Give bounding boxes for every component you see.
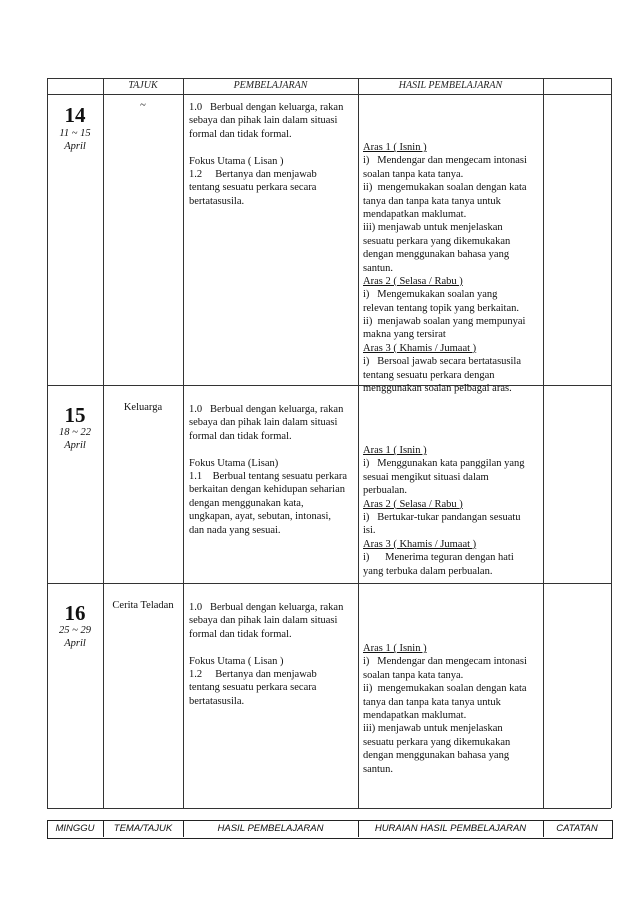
col-divider bbox=[611, 78, 612, 808]
text-line: tanya dan tanpa kata tanya untuk bbox=[363, 696, 501, 708]
text-line: relevan tentang topik yang berkaitan. bbox=[363, 302, 519, 314]
table-border-top bbox=[47, 78, 611, 79]
hasil-cell bbox=[363, 642, 545, 776]
text-line: tentang sesuatu perkara dengan bbox=[363, 369, 495, 381]
table-row bbox=[47, 95, 611, 395]
text-line: i) Mendengar dan mengecam intonasi bbox=[363, 155, 527, 167]
tajuk-cell: ~ bbox=[140, 100, 146, 111]
text-line: i) Mendengar dan mengecam intonasi bbox=[363, 656, 527, 668]
pembelajaran-cell bbox=[189, 601, 361, 708]
tajuk-cell: Cerita Teladan bbox=[112, 600, 174, 611]
aras-heading: Aras 1 ( Isnin ) bbox=[363, 643, 427, 654]
tajuk-cell: Keluarga bbox=[123, 402, 163, 413]
text-line: dengan menggunakan bahasa yang bbox=[363, 249, 510, 261]
text-line: mendapatkan maklumat. bbox=[363, 208, 467, 220]
header-pembelajaran: PEMBELAJARAN bbox=[233, 80, 308, 91]
text-line: iii) menjawab untuk menjelaskan bbox=[363, 723, 503, 735]
text-line: yang terbuka dalam perbualan. bbox=[363, 565, 493, 577]
text-line: tanya dan tanpa kata tanya untuk bbox=[363, 195, 501, 207]
text-line: ii) mengemukakan soalan dengan kata bbox=[363, 182, 527, 194]
text-line: i) Menerima teguran dengan hati bbox=[363, 552, 514, 564]
pembelajaran-cell bbox=[189, 403, 361, 537]
text-line: dengan menggunakan bahasa yang bbox=[363, 750, 510, 762]
text-line: Fokus Utama ( Lisan ) bbox=[189, 155, 284, 167]
hasil-cell bbox=[363, 444, 545, 578]
week-number: 14 bbox=[64, 103, 86, 127]
text-line: tentang sesuatu perkara secara bbox=[189, 182, 317, 194]
text-line: i) Menggunakan kata panggilan yang bbox=[363, 458, 525, 470]
footer-huraian: HURAIAN HASIL PEMBELAJARAN bbox=[374, 823, 527, 834]
text-line: 1.1 Berbual tentang sesuatu perkara bbox=[189, 470, 348, 482]
footer-minggu: MINGGU bbox=[55, 823, 95, 834]
text-line: i) Mengemukakan soalan yang bbox=[363, 289, 498, 301]
text-line: soalan tanpa kata tanya. bbox=[363, 669, 464, 681]
aras-heading: Aras 1 ( Isnin ) bbox=[363, 142, 427, 153]
table-row bbox=[47, 386, 611, 583]
hasil-cell bbox=[363, 141, 545, 395]
text-line: ii) menjawab soalan yang mempunyai bbox=[363, 316, 526, 328]
week-month: April bbox=[64, 141, 86, 152]
text-line: iii) menjawab untuk menjelaskan bbox=[363, 222, 503, 234]
text-line: sesuatu perkara yang dikemukakan bbox=[363, 736, 511, 748]
text-line: perbualan. bbox=[363, 485, 408, 497]
text-line: santun. bbox=[363, 763, 394, 775]
text-line: sebaya dan pihak lain dalam situasi bbox=[189, 615, 338, 627]
week-dates: 11 ~ 15 bbox=[59, 128, 91, 139]
text-line: sebaya dan pihak lain dalam situasi bbox=[189, 115, 338, 127]
text-line: formal dan tidak formal. bbox=[189, 430, 292, 442]
aras-heading: Aras 3 ( Khamis / Jumaat ) bbox=[363, 342, 477, 354]
text-line: mendapatkan maklumat. bbox=[363, 709, 467, 721]
text-line: Fokus Utama (Lisan) bbox=[189, 457, 279, 469]
aras-heading: Aras 2 ( Selasa / Rabu ) bbox=[363, 498, 463, 510]
text-line: Fokus Utama ( Lisan ) bbox=[189, 655, 284, 667]
header-tajuk: TAJUK bbox=[128, 80, 158, 91]
header-hasil: HASIL PEMBELAJARAN bbox=[398, 80, 503, 91]
text-line bbox=[189, 141, 361, 154]
pembelajaran-cell bbox=[189, 101, 361, 208]
text-line: 1.2 Bertanya dan menjawab bbox=[189, 168, 317, 180]
text-line bbox=[189, 641, 361, 654]
text-line: dan nada yang sesuai. bbox=[189, 524, 281, 536]
footer-tema: TEMA/TAJUK bbox=[113, 823, 173, 834]
table-border-bottom bbox=[47, 808, 611, 809]
text-line: sesuatu perkara yang dikemukakan bbox=[363, 235, 511, 247]
text-line: sesuai mengikut situasi dalam bbox=[363, 471, 489, 483]
aras-heading: Aras 2 ( Selasa / Rabu ) bbox=[363, 275, 463, 287]
text-line: tentang sesuatu perkara secara bbox=[189, 682, 317, 694]
text-line: 1.0 Berbual dengan keluarga, rakan bbox=[189, 404, 344, 415]
table-row bbox=[47, 584, 611, 808]
text-line: soalan tanpa kata tanya. bbox=[363, 168, 464, 180]
text-line: formal dan tidak formal. bbox=[189, 628, 292, 640]
text-line: 1.0 Berbual dengan keluarga, rakan bbox=[189, 102, 344, 113]
text-line: i) Bertukar-tukar pandangan sesuatu bbox=[363, 511, 521, 523]
footer-catatan: CATATAN bbox=[556, 823, 598, 834]
text-line: menggunakan soalan pelbagai aras. bbox=[363, 383, 512, 395]
text-line: ii) mengemukakan soalan dengan kata bbox=[363, 683, 527, 695]
week-month: April bbox=[64, 638, 86, 649]
week-number: 16 bbox=[64, 601, 86, 625]
week-number: 15 bbox=[64, 403, 86, 427]
text-line: isi. bbox=[363, 525, 376, 537]
text-line: 1.2 Bertanya dan menjawab bbox=[189, 668, 317, 680]
text-line: berkaitan dengan kehidupan seharian bbox=[189, 484, 345, 496]
text-line: santun. bbox=[363, 262, 394, 274]
text-line: formal dan tidak formal. bbox=[189, 128, 292, 140]
footer-hasil: HASIL PEMBELAJARAN bbox=[217, 823, 324, 834]
week-dates: 25 ~ 29 bbox=[59, 625, 91, 636]
text-line: makna yang tersirat bbox=[363, 329, 446, 341]
text-line: sebaya dan pihak lain dalam situasi bbox=[189, 417, 338, 429]
text-line: i) Bersoal jawab secara bertatasusila bbox=[363, 356, 522, 368]
text-line: bertatasusila. bbox=[189, 695, 245, 707]
week-dates: 18 ~ 22 bbox=[59, 427, 91, 438]
text-line: 1.0 Berbual dengan keluarga, rakan bbox=[189, 602, 344, 613]
aras-heading: Aras 1 ( Isnin ) bbox=[363, 445, 427, 456]
text-line bbox=[189, 443, 361, 456]
text-line: bertatasusila. bbox=[189, 195, 245, 207]
week-month: April bbox=[64, 440, 86, 451]
aras-heading: Aras 3 ( Khamis / Jumaat ) bbox=[363, 538, 477, 550]
text-line: ungkapan, ayat, sebutan, intonasi, bbox=[189, 511, 332, 523]
text-line: dengan menggunakan kata, bbox=[189, 497, 304, 509]
